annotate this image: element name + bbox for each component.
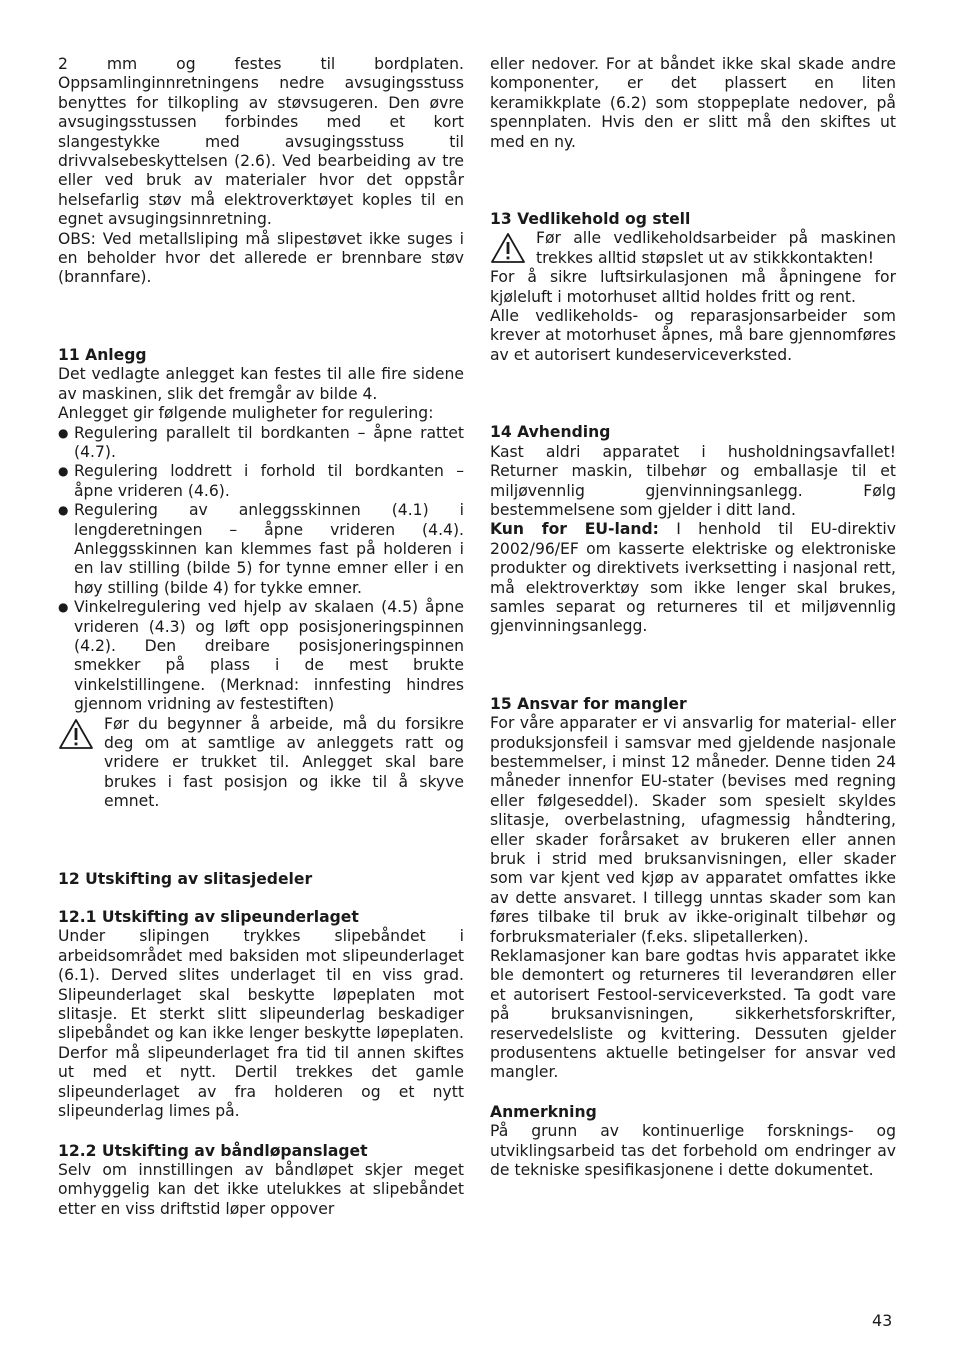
bullet-item: ● Vinkelregulering ved hjelp av skalaen (4.5) åpne vrideren (4.3) og løft opp posisjoneringspinnen (4.2). Den dreibare posisjoneringspinnen smekker på plass i de mest brukte vinkelstillingene. (Merknad: innfesting hindres gjennom vridning av festestiften) xyxy=(58,598,464,714)
section-12-2-heading: 12.2 Utskifting av båndløpanslaget xyxy=(58,1141,368,1160)
section-14-paragraph-eu xyxy=(490,520,896,636)
section-11-bullet-list xyxy=(58,424,464,715)
continuation-paragraph: eller nedover. For at båndet ikke skal skade andre komponenter, er det plassert en liten keramikkplate (6.2) som stoppeplate nedover, på spennplaten. Hvis den er slitt må den skiftes ut med en ny. xyxy=(490,55,896,151)
section-11-paragraph-1: Det vedlagte anlegget kan festes til alle fire sidene av maskinen, slik det fremgår av bilde 4. xyxy=(58,365,464,403)
eu-label: Kun for EU-land: xyxy=(490,520,659,539)
section-13-warning xyxy=(490,229,896,268)
section-12-1-heading: 12.1 Utskifting av slipeunderlaget xyxy=(58,908,359,927)
section-13-paragraph-1: For å sikre luftsirkulasjonen må åpningene for kjøleluft i motorhuset alltid holdes fritt og rent. xyxy=(490,268,896,306)
section-11-paragraph-2: Anlegget gir følgende muligheter for regulering: xyxy=(58,404,434,423)
left-column xyxy=(58,55,464,1219)
section-11-warning xyxy=(58,715,464,812)
section-15-heading: 15 Ansvar for mangler xyxy=(490,694,687,713)
bullet-item: ● Regulering loddrett i forhold til bordkanten – åpne vrideren (4.6). xyxy=(58,462,464,501)
bullet-item: ● Regulering av anleggsskinnen (4.1) i lengderetningen – åpne vrideren (4.4). Anleggsskinnen kan klemmes fast på holderen i en lav stilling (bilde 5) for tynne emner eller i en høy stilling (bilde 4) for tykke emner. xyxy=(58,501,464,598)
note-paragraph: På grunn av kontinuerlige forsknings- og utviklingsarbeid tas det forbehold om endringer av de tekniske spesifikasjonene i dette dokumentet. xyxy=(490,1122,896,1180)
section-15-paragraph-2: Reklamasjoner kan bare godtas hvis apparatet ikke ble demontert og returneres til leverandøren eller et autorisert Festool-serviceverksted. Ta godt vare på bruksanvisningen, sikkerhetsforskrifter, reservedelsliste og kvittering. Dessuten gjelder produsentens aktuelle betingelser for ansvar ved mangler. xyxy=(490,947,896,1082)
warning-triangle-icon xyxy=(490,232,526,264)
section-12-heading: 12 Utskifting av slitasjedeler xyxy=(58,869,313,888)
right-column xyxy=(490,55,896,1181)
bullet-item: ● Regulering parallelt til bordkanten – åpne rattet (4.7). xyxy=(58,424,464,463)
section-12-2-paragraph: Selv om innstillingen av båndløpet skjer meget omhyggelig kan det ikke utelukkes at slipebåndet etter en viss driftstid løper oppover xyxy=(58,1160,464,1218)
intro-paragraph-1: 2 mm og festes til bordplaten. Oppsamlinginnretningens nedre avsugingsstuss benyttes for tilkopling av støvsugeren. Den øvre avsugingsstussen forbindes med et kort slangestykke med avsugingsstuss til drivvalsebeskyttelsen (2.6). Ved bearbeiding av tre eller ved bruk av materialer hvor det oppstår helsefarlig støv må elektroverktøyet koples til en egnet avsugingsinnretning. xyxy=(58,55,464,229)
intro-paragraph-2: OBS: Ved metallsliping må slipestøvet ikke suges i en beholder hvor det allerede er brennbare støv (brannfare). xyxy=(58,229,464,287)
eu-text: I henhold til EU-direktiv 2002/96/EF om kasserte elektriske og elektroniske produkter og direktivets iverksetting i nasjonal rett, må elektroverktøy som ikke lenger skal brukes, samles separat og returneres til et miljøvennlig gjenvinningsanlegg. xyxy=(490,520,896,636)
warning-text: Før alle vedlikeholdsarbeider på maskinen trekkes alltid støpslet ut av stikkkontakten! xyxy=(536,229,896,267)
section-13-heading: 13 Vedlikehold og stell xyxy=(490,210,691,229)
warning-text: Før du begynner å arbeide, må du forsikre deg om at samtlige av anleggets ratt og vridere er trukket til. Anlegget skal bare brukes i fast posisjon og ikke til å skyve emnet. xyxy=(104,714,464,811)
section-15-paragraph-1: For våre apparater er vi ansvarlig for material- eller produksjonsfeil i samsvar med gjeldende nasjonale bestemmelser, i minst 12 måneder. Denne tiden 24 måneder innenfor EU-stater (bevises med regning eller følgeseddel). Skader som spesielt skyldes slitasje, overbelastning, ufagmessig håndtering, eller skader forårsaket av brukeren eller annen bruk i strid med bruksanvisningen, eller skader som var kjent ved kjøp av apparatet omfattes ikke av dette ansvaret. I tillegg unntas skader som kan føres tilbake til bruk av ikke-originalt tilbehør og forbruksmaterialer (f.eks. slipetallerken). xyxy=(490,714,896,946)
warning-triangle-icon xyxy=(58,718,94,750)
section-11-heading: 11 Anlegg xyxy=(58,345,147,364)
section-13-paragraph-2: Alle vedlikeholds- og reparasjonsarbeider som krever at motorhuset åpnes, må bare gjennomføres av et autorisert kundeserviceverksted. xyxy=(490,307,896,364)
note-heading: Anmerkning xyxy=(490,1102,597,1121)
page-number: 43 xyxy=(872,1311,893,1330)
section-14-paragraph-1: Kast aldri apparatet i husholdningsavfallet! Returner maskin, tilbehør og emballasje til et miljøvennlig gjenvinningsanlegg. Følg bestemmelsene som gjelder i ditt land. xyxy=(490,442,896,519)
section-12-1-paragraph: Under slipingen trykkes slipebåndet i arbeidsområdet med baksiden mot slipeunderlaget (6.1). Derved slites underlaget til en viss grad. Slipeunderlaget skal beskytte løpeplaten mot slitasje. Et sterkt slitt slipeunderlag beskadiger slipebåndet og kan ikke lenger beskytte løpeplaten. Derfor må slipeunderlaget fra tid til annen skiftes ut med et nytt. Dertil trekkes det gamle slipeunderlaget av fra holderen og et nytt slipeunderlag limes på. xyxy=(58,927,464,1121)
section-14-heading: 14 Avhending xyxy=(490,423,611,442)
